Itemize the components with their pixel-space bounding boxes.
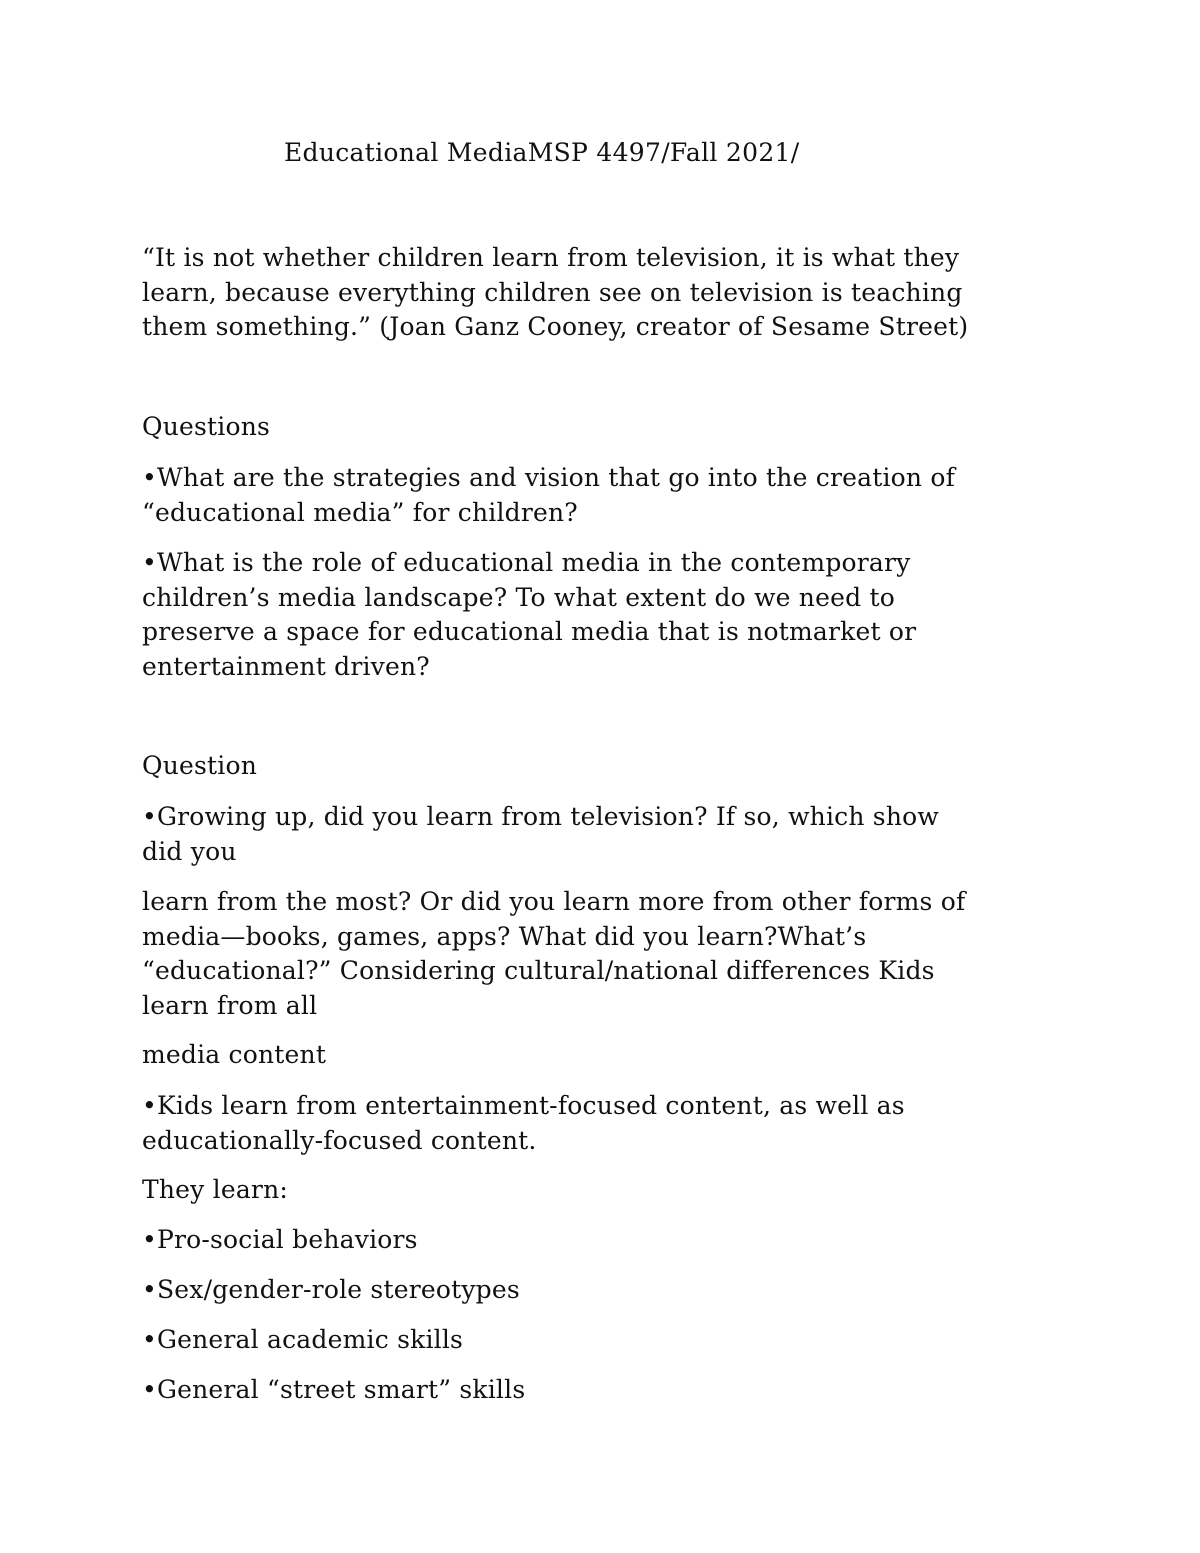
section-heading: Questions xyxy=(142,412,271,441)
quote-line: learn, because everything children see on television is teaching xyxy=(142,277,963,307)
list-item: •General “street smart” skills xyxy=(142,1375,526,1404)
learn-item xyxy=(142,1223,1062,1258)
section-heading: Question xyxy=(142,751,258,780)
paragraph-learn-from-most xyxy=(142,885,1062,1023)
bullet-line: entertainment driven? xyxy=(142,651,430,681)
list-item: •Pro-social behaviors xyxy=(142,1225,418,1254)
paragraph-line: media—books, games, apps? What did you learn?What’s xyxy=(142,921,867,951)
media-content-line xyxy=(142,1038,1062,1073)
learn-item xyxy=(142,1373,1062,1408)
document-title: Educational MediaMSP 4497/Fall 2021/ xyxy=(284,138,800,167)
bullet-kids-learn xyxy=(142,1089,1062,1158)
bullet-line: “educational media” for children? xyxy=(142,497,578,527)
bullet-line: preserve a space for educational media that is notmarket or xyxy=(142,617,917,646)
paragraph-line: “educational?” Considering cultural/national differences Kids xyxy=(142,956,935,985)
bullet-line: educationally-focused content. xyxy=(142,1125,537,1155)
quote-line: “It is not whether children learn from television, it is what they xyxy=(142,243,960,272)
bullet-line: •What are the strategies and vision that go into the creation of xyxy=(142,463,956,492)
they-learn-label xyxy=(142,1173,1062,1208)
bullet-line: •What is the role of educational media in the contemporary xyxy=(142,548,911,577)
list-item: •Sex/gender-role stereotypes xyxy=(142,1275,520,1304)
list-item: •General academic skills xyxy=(142,1325,464,1354)
paragraph-line: learn from all xyxy=(142,990,318,1020)
paragraph-line: They learn: xyxy=(142,1175,289,1204)
quote-line: them something.” (Joan Ganz Cooney, creator of Sesame Street) xyxy=(142,312,969,341)
bullet-line: •Growing up, did you learn from television? If so, which show xyxy=(142,802,939,831)
paragraph-line: media content xyxy=(142,1040,327,1069)
bullet-line: children’s media landscape? To what extent do we need to xyxy=(142,582,895,612)
paragraph-line: learn from the most? Or did you learn more from other forms of xyxy=(142,887,966,916)
section-heading-questions xyxy=(142,410,1062,445)
bullet-growing-up xyxy=(142,800,1062,869)
learn-item xyxy=(142,1323,1062,1358)
section-heading-question xyxy=(142,749,1062,784)
opening-quote xyxy=(142,241,1062,345)
bullet-strategies xyxy=(142,461,1062,530)
bullet-line: •Kids learn from entertainment-focused content, as well as xyxy=(142,1091,905,1120)
learn-item xyxy=(142,1273,1062,1308)
bullet-line: did you xyxy=(142,836,237,866)
bullet-role-of-media xyxy=(142,546,1062,684)
